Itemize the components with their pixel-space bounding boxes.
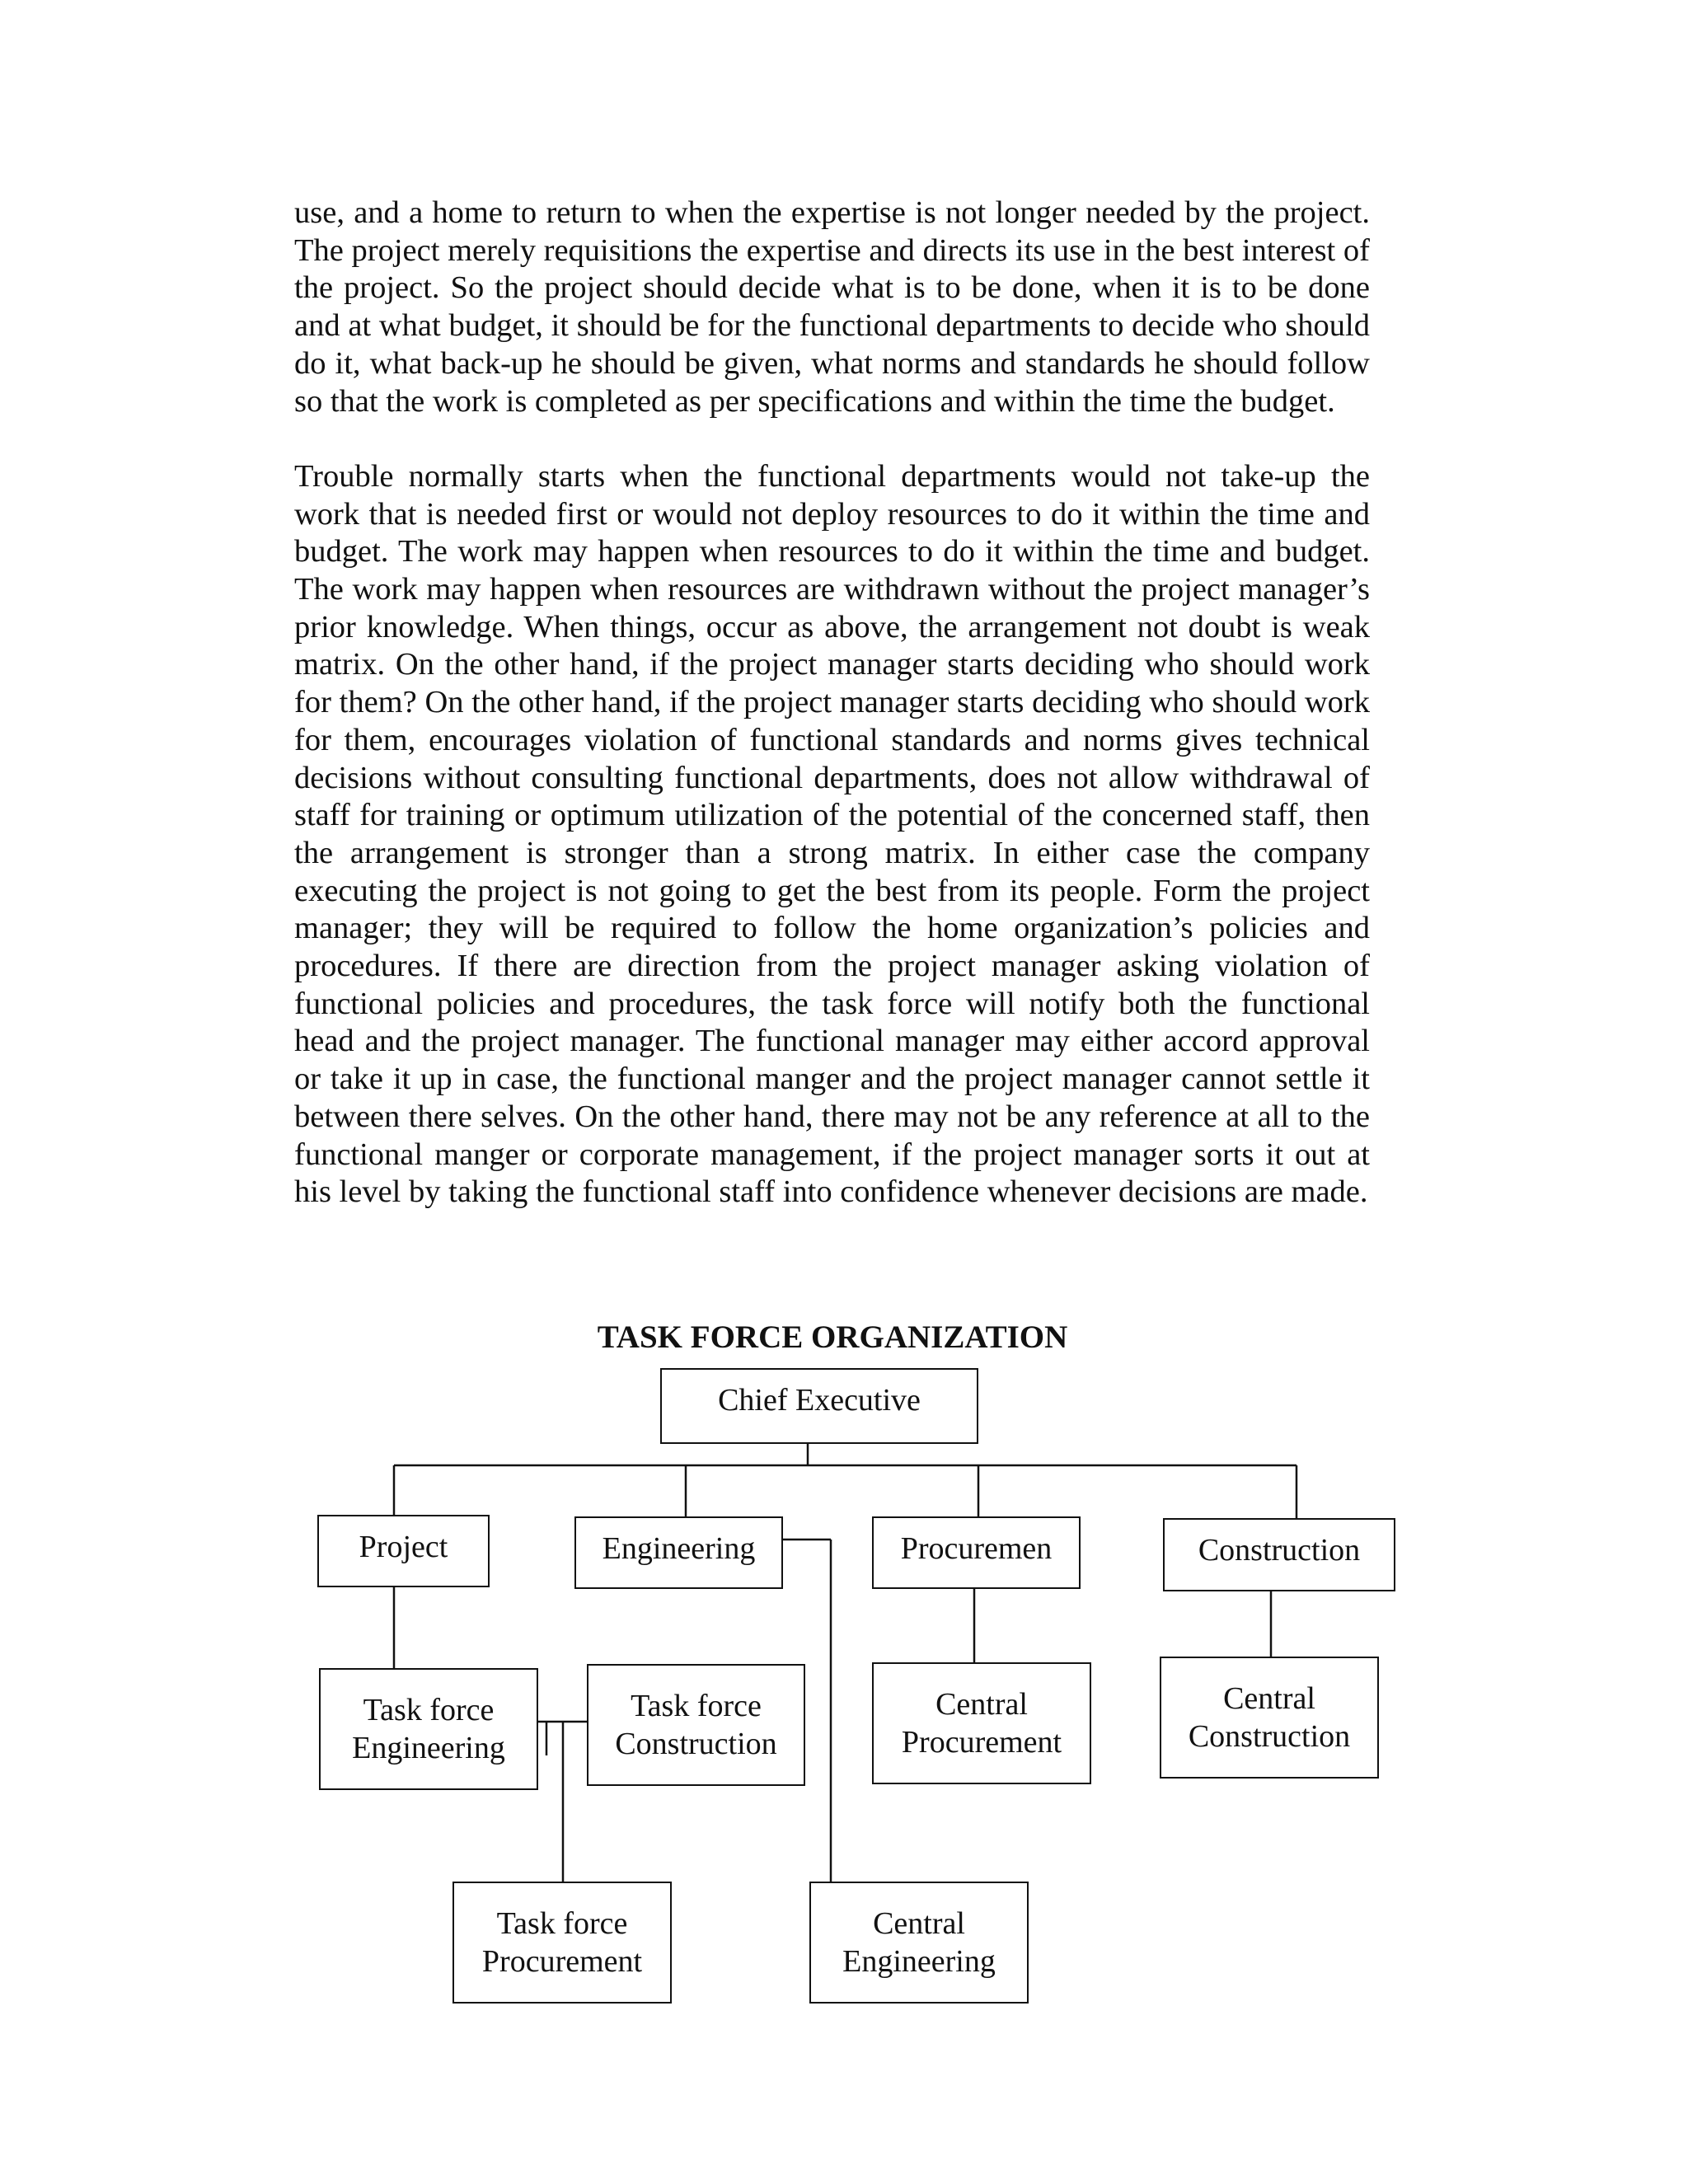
central-procurement-line-2: Procurement [901,1725,1062,1760]
org-chart-title: TASK FORCE ORGANIZATION [597,1319,1068,1355]
task-force-engineering-line-1: Task force [363,1693,495,1727]
task-force-procurement-box [452,1882,672,2004]
central-procurement-box [872,1662,1091,1784]
task-force-engineering-line-2: Engineering [352,1731,505,1765]
task-force-engineering-box [319,1668,538,1790]
task-force-procurement-line-2: Procurement [481,1944,643,1979]
central-engineering-line-1: Central [873,1906,965,1941]
central-construction-line-2: Construction [1188,1719,1351,1754]
chief-executive-box [660,1368,978,1444]
chief-executive-label: Chief Executive [718,1383,921,1418]
central-procurement-line-1: Central [935,1687,1028,1722]
procurement-label: Procuremen [900,1531,1053,1566]
construction-label: Construction [1198,1533,1361,1568]
engineering-label: Engineering [602,1531,756,1566]
procurement-box [872,1516,1081,1589]
task-force-construction-line-1: Task force [631,1689,762,1723]
central-engineering-box [809,1882,1029,2004]
task-force-construction-line-2: Construction [615,1727,777,1761]
project-label: Project [359,1530,448,1564]
paragraph-1: use, and a home to return to when the expertise is not longer needed by the project. The project merely requisitions the expertise and directs its use in the best interest of the project. So the project should decide what is to be done, when it is to be done and at what budget, it should be for the functional departments to decide who should do it, what back-up he should be given, what norms and standards he should follow so that the work is completed as per specifications and within the time the budget. [294,195,1370,419]
engineering-box [574,1516,783,1589]
construction-box [1163,1518,1395,1591]
central-construction-box [1160,1657,1379,1779]
task-force-construction-box [587,1664,805,1786]
task-force-procurement-line-1: Task force [496,1906,628,1941]
project-box [317,1515,490,1587]
central-construction-line-1: Central [1223,1681,1315,1716]
paragraph-2: Trouble normally starts when the functional departments would not take-up the work that is needed first or would not deploy resources to do it within the time and budget. The work may happen when resources to do it within the time and budget. The work may happen when resources are withdrawn without the project manager’s prior knowledge. When things, occur as above, the arrangement not doubt is weak matrix. On the other hand, if the project manager starts deciding who should work for them? On the other hand, if the project manager starts deciding who should work for them, encourages violation of functional standards and norms gives technical decisions without consulting functional departments, does not allow withdrawal of staff for training or optimum utilization of the potential of the concerned staff, then the arrangement is stronger than a strong matrix. In either case the company executing the project is not going to get the best from its people. Form the project manager; they will be required to follow the home organization’s policies and procedures. If there are direction from the project manager asking violation of functional policies and procedures, the task force will notify both the functional head and the project manager. The functional manager may either accord approval or take it up in case, the functional manger and the project manager cannot settle it between there selves. On the other hand, there may not be any reference at all to the functional manger or corporate management, if the project manager sorts it out at his level by taking the functional staff into confidence whenever decisions are made. [294,458,1370,1210]
central-engineering-line-2: Engineering [842,1944,996,1979]
